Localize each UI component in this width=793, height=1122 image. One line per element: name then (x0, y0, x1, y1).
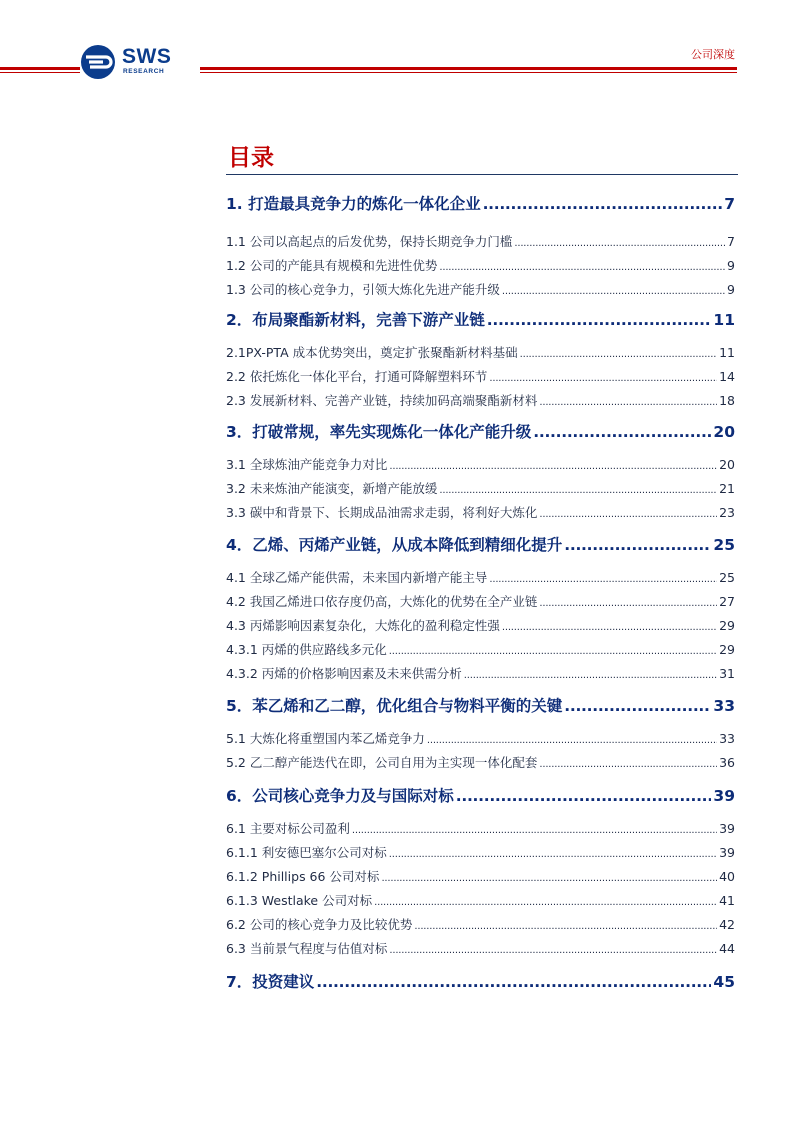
toc-entry-label: 1. 打造最具竞争力的炼化一体化企业 (226, 195, 481, 213)
toc-entry-label: 3．打破常规，率先实现炼化一体化产能升级 (226, 423, 532, 441)
toc-entry-label: 6.1.3 Westlake 公司对标 (226, 893, 373, 908)
toc-page-number: 36 (719, 755, 735, 770)
toc-subsection-entry[interactable] (226, 592, 735, 610)
toc-entry-label: 6.2 公司的核心竞争力及比较优势 (226, 917, 413, 932)
toc-dot-leader (316, 973, 711, 991)
toc-page-number: 25 (713, 536, 735, 554)
toc-dot-leader (352, 825, 717, 836)
toc-dot-leader (381, 873, 717, 884)
toc-subsection-entry[interactable] (226, 939, 735, 957)
toc-subsection-entry[interactable] (226, 640, 735, 658)
toc-entry-label: 2.1PX-PTA 成本优势突出，奠定扩张聚酯新材料基础 (226, 345, 518, 360)
toc-page-number: 29 (719, 618, 735, 633)
toc-subsection-entry[interactable] (226, 343, 735, 361)
toc-subsection-entry[interactable] (226, 664, 735, 682)
toc-entry-label: 6.1.1 利安德巴塞尔公司对标 (226, 845, 387, 860)
toc-page-number: 40 (719, 869, 735, 884)
toc-dot-leader (389, 849, 717, 860)
toc-page-number: 33 (719, 731, 735, 746)
toc-page-number: 39 (713, 787, 735, 805)
toc-entry-label: 3.1 全球炼油产能竞争力对比 (226, 457, 388, 472)
toc-subsection-entry[interactable] (226, 819, 735, 837)
toc-section-entry[interactable] (226, 308, 735, 330)
toc-subsection-entry[interactable] (226, 843, 735, 861)
toc-dot-leader (389, 945, 717, 956)
toc-page-number: 23 (719, 505, 735, 520)
toc-subsection-entry[interactable] (226, 479, 735, 497)
toc-dot-leader (539, 509, 717, 520)
toc-dot-leader (539, 759, 717, 770)
toc-entry-label: 3.3 碳中和背景下、长期成品油需求走弱，将利好大炼化 (226, 505, 538, 520)
toc-entry-label: 2.2 依托炼化一体化平台，打通可降解塑料环节 (226, 369, 488, 384)
toc-entry-label: 6.1.2 Phillips 66 公司对标 (226, 869, 380, 884)
toc-entry-label: 2.3 发展新材料、完善产业链，持续加码高端聚酯新材料 (226, 393, 538, 408)
toc-dot-leader (439, 485, 717, 496)
toc-section-entry[interactable] (226, 420, 735, 442)
toc-dot-leader (464, 670, 717, 681)
toc-subsection-entry[interactable] (226, 616, 735, 634)
toc-dot-leader (439, 262, 725, 273)
toc-page-number: 33 (713, 697, 735, 715)
toc-entry-label: 1.3 公司的核心竞争力，引领大炼化先进产能升级 (226, 282, 500, 297)
toc-page-number: 7 (727, 234, 735, 249)
toc-dot-leader (514, 238, 725, 249)
toc-entry-label: 6.3 当前景气程度与估值对标 (226, 941, 388, 956)
toc-page-number: 42 (719, 917, 735, 932)
toc-section-entry[interactable] (226, 533, 735, 555)
toc-page-number: 39 (719, 845, 735, 860)
toc-page-number: 11 (719, 345, 735, 360)
toc-title-underline (226, 174, 738, 175)
toc-page-number: 27 (719, 594, 735, 609)
toc-dot-leader (414, 921, 717, 932)
toc-dot-leader (489, 373, 717, 384)
toc-subsection-entry[interactable] (226, 232, 735, 250)
toc-entry-label: 4.3.1 丙烯的供应路线多元化 (226, 642, 387, 657)
toc-entry-label: 4.2 我国乙烯进口依存度仍高，大炼化的优势在全产业链 (226, 594, 538, 609)
toc-dot-leader (489, 574, 717, 585)
toc-page-number: 41 (719, 893, 735, 908)
toc-entry-label: 4．乙烯、丙烯产业链，从成本降低到精细化提升 (226, 536, 563, 554)
brand-name: SWS (122, 45, 172, 68)
toc-dot-leader (374, 897, 717, 908)
toc-subsection-entry[interactable] (226, 753, 735, 771)
toc-page-number: 21 (719, 481, 735, 496)
toc-subsection-entry[interactable] (226, 391, 735, 409)
toc-entry-label: 6．公司核心竞争力及与国际对标 (226, 787, 454, 805)
toc-entry-label: 4.3.2 丙烯的价格影响因素及未来供需分析 (226, 666, 462, 681)
toc-entry-label: 7．投资建议 (226, 973, 315, 991)
toc-page-number: 14 (719, 369, 735, 384)
toc-entry-label: 2．布局聚酯新材料，完善下游产业链 (226, 311, 485, 329)
toc-dot-leader (487, 311, 712, 329)
toc-entry-label: 1.1 公司以高起点的后发优势，保持长期竞争力门槛 (226, 234, 513, 249)
toc-section-entry[interactable] (226, 694, 735, 716)
toc-subsection-entry[interactable] (226, 891, 735, 909)
toc-dot-leader (502, 622, 717, 633)
toc-entry-label: 6.1 主要对标公司盈利 (226, 821, 350, 836)
toc-section-entry[interactable] (226, 192, 735, 214)
toc-page-number: 7 (724, 195, 735, 213)
toc-page-number: 11 (713, 311, 735, 329)
toc-page-number: 9 (727, 258, 735, 273)
report-type-tag: 公司深度 (691, 48, 735, 61)
toc-subsection-entry[interactable] (226, 568, 735, 586)
toc-page-number: 20 (719, 457, 735, 472)
toc-subsection-entry[interactable] (226, 729, 735, 747)
toc-entry-label: 3.2 未来炼油产能演变，新增产能放缓 (226, 481, 438, 496)
toc-title: 目录 (228, 145, 274, 171)
toc-page-number: 20 (713, 423, 735, 441)
toc-subsection-entry[interactable] (226, 367, 735, 385)
toc-page-number: 18 (719, 393, 735, 408)
toc-subsection-entry[interactable] (226, 915, 735, 933)
toc-dot-leader (520, 349, 717, 360)
toc-subsection-entry[interactable] (226, 256, 735, 274)
brand-subtitle: RESEARCH (123, 68, 165, 75)
toc-dot-leader (483, 195, 723, 213)
toc-dot-leader (502, 286, 725, 297)
toc-entry-label: 5.1 大炼化将重塑国内苯乙烯竞争力 (226, 731, 425, 746)
toc-entry-label: 5.2 乙二醇产能迭代在即，公司自用为主实现一体化配套 (226, 755, 538, 770)
toc-page-number: 31 (719, 666, 735, 681)
toc-page-number: 44 (719, 941, 735, 956)
toc-page-number: 25 (719, 570, 735, 585)
toc-entry-label: 4.1 全球乙烯产能供需，未来国内新增产能主导 (226, 570, 488, 585)
toc-entry-label: 4.3 丙烯影响因素复杂化，大炼化的盈利稳定性强 (226, 618, 500, 633)
toc-dot-leader (564, 697, 711, 715)
toc-subsection-entry[interactable] (226, 455, 735, 473)
toc-dot-leader (389, 646, 717, 657)
toc-dot-leader (564, 536, 711, 554)
toc-subsection-entry[interactable] (226, 280, 735, 298)
header-rule-left (0, 67, 80, 73)
toc-section-entry[interactable] (226, 784, 735, 806)
toc-dot-leader (456, 787, 712, 805)
toc-page-number: 29 (719, 642, 735, 657)
toc-dot-leader (533, 423, 711, 441)
header-rule-right (200, 67, 737, 73)
toc-page-number: 9 (727, 282, 735, 297)
toc-subsection-entry[interactable] (226, 503, 735, 521)
toc-section-entry[interactable] (226, 970, 735, 992)
toc-dot-leader (539, 598, 717, 609)
toc-page-number: 45 (713, 973, 735, 991)
toc-dot-leader (539, 397, 717, 408)
toc-entry-label: 1.2 公司的产能具有规模和先进性优势 (226, 258, 438, 273)
toc-subsection-entry[interactable] (226, 867, 735, 885)
toc-dot-leader (427, 735, 717, 746)
toc-dot-leader (389, 461, 717, 472)
toc-page-number: 39 (719, 821, 735, 836)
toc-entry-label: 5．苯乙烯和乙二醇，优化组合与物料平衡的关键 (226, 697, 563, 715)
